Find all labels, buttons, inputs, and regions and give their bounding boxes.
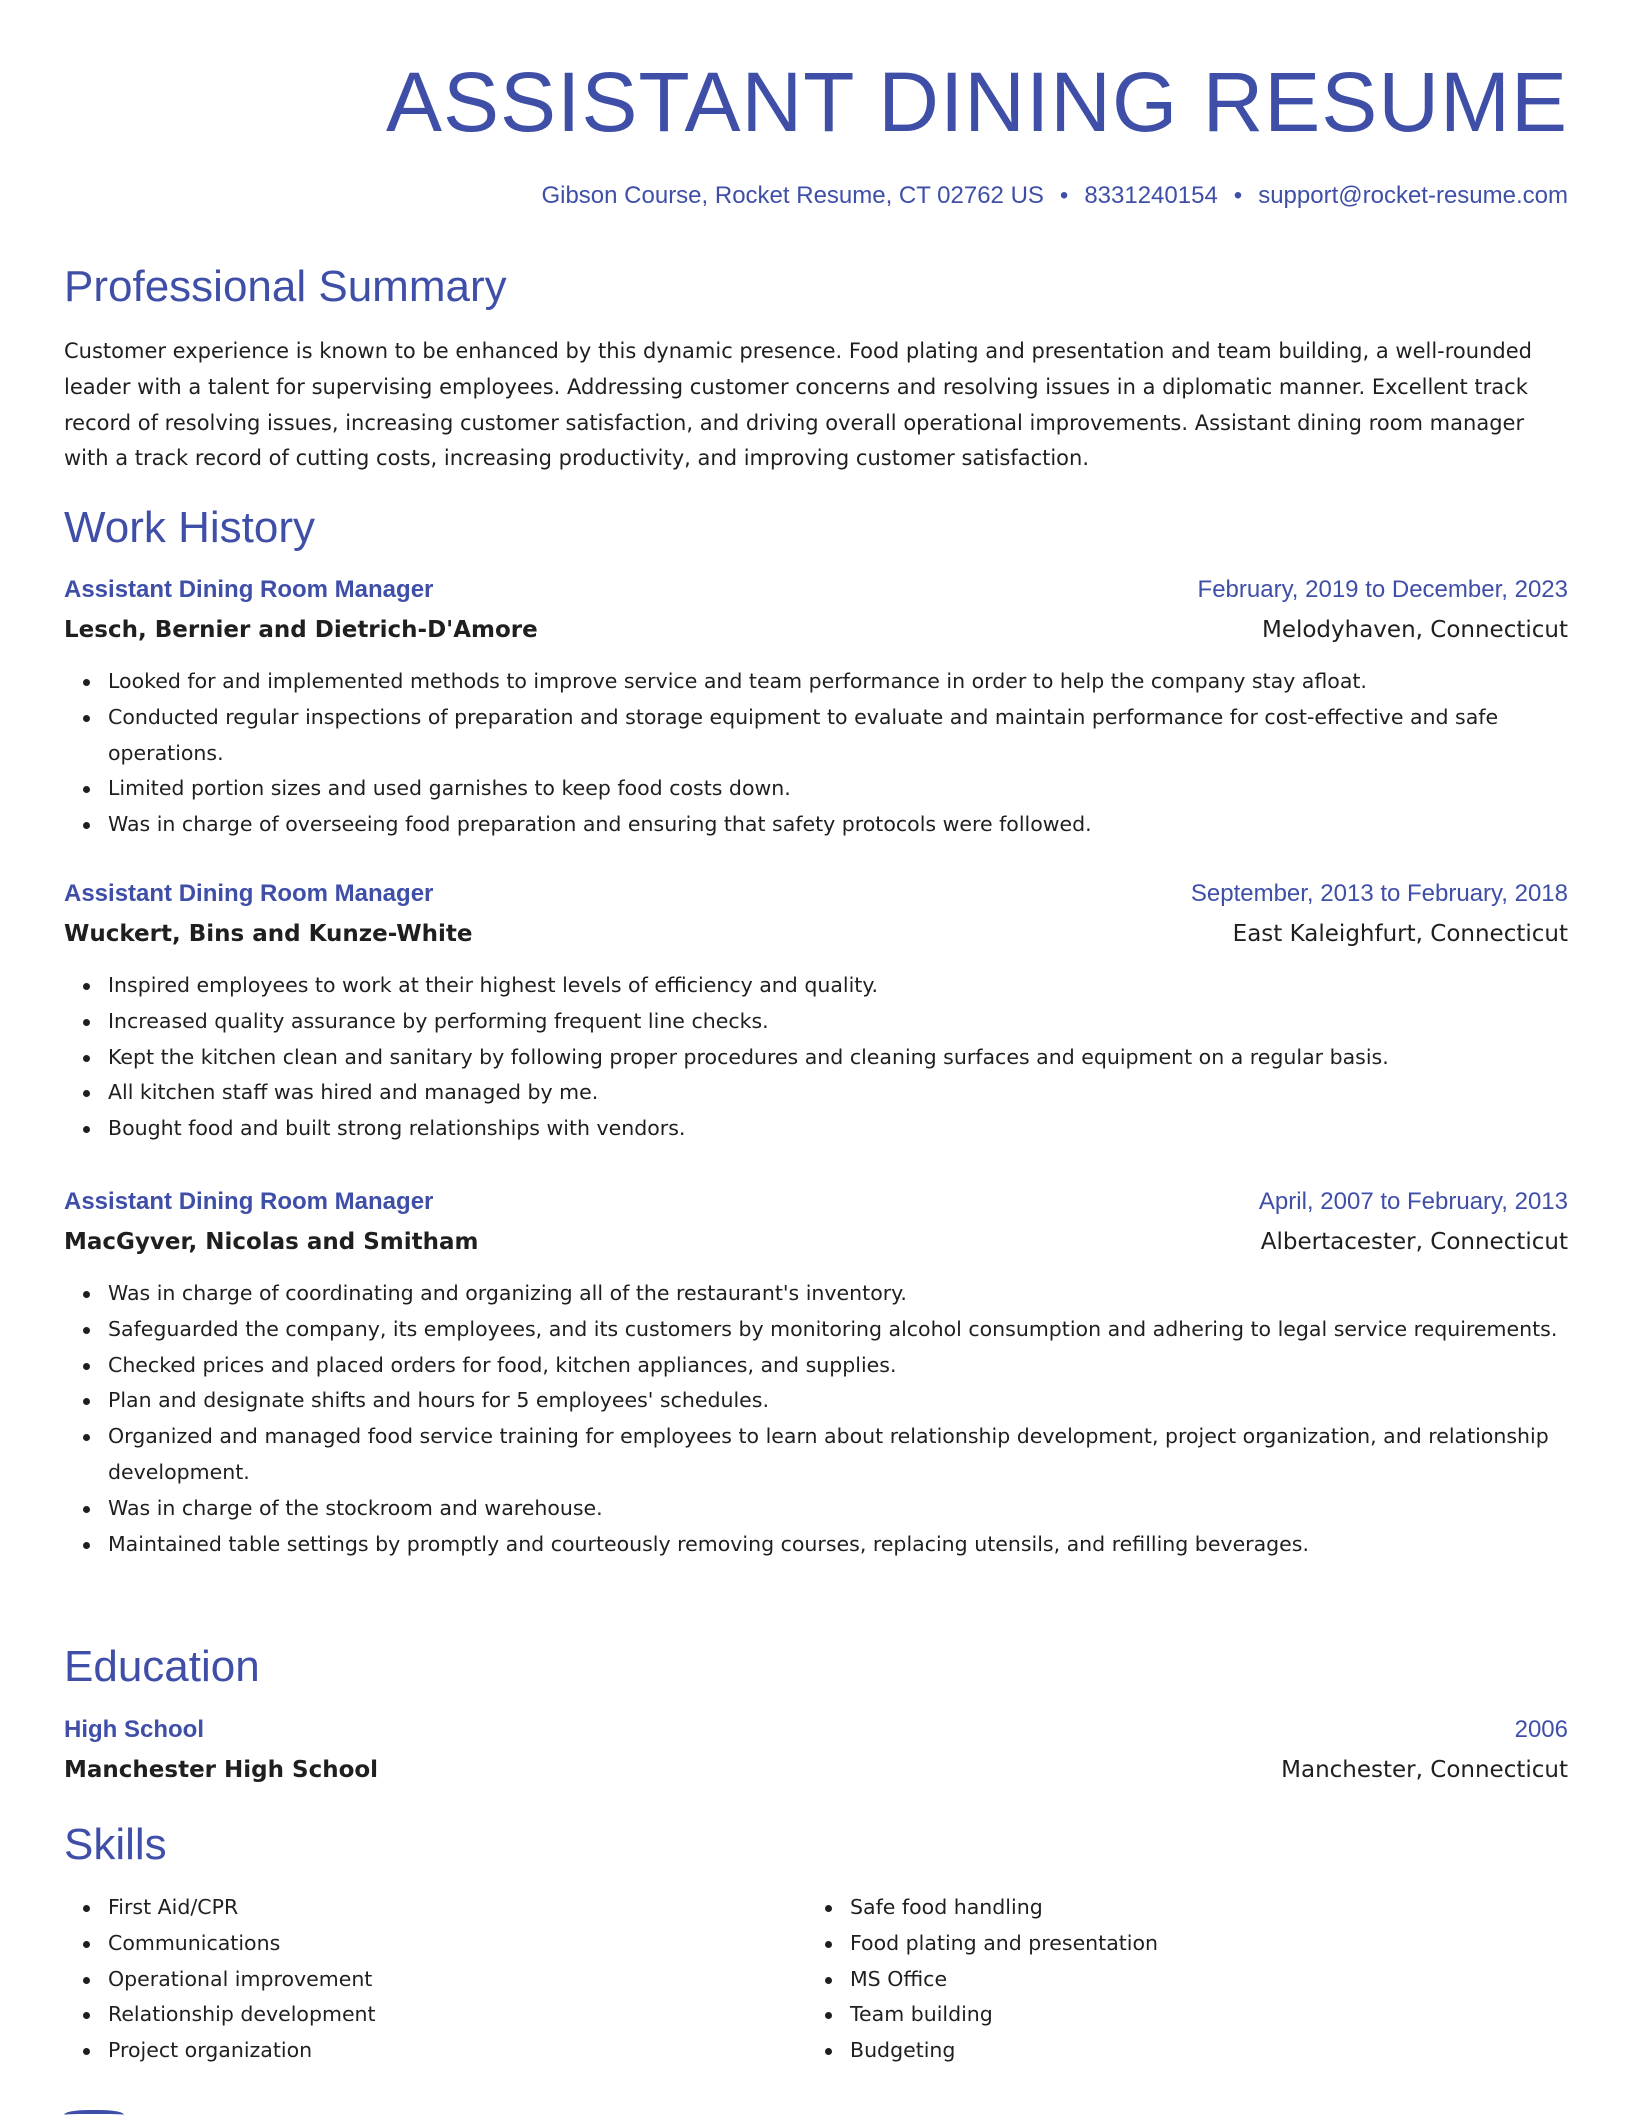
job-bullet: Plan and designate shifts and hours for 5 employees' schedules. [108, 1383, 1568, 1419]
education-school: Manchester High School [64, 1757, 379, 1783]
skill-item: Food plating and presentation [850, 1926, 1550, 1962]
job-location: Albertacester, Connecticut [1260, 1229, 1568, 1255]
job-entry [64, 572, 1568, 843]
resume-title: ASSISTANT DINING RESUME [385, 55, 1568, 149]
job-bullet: All kitchen staff was hired and managed by me. [108, 1075, 1568, 1111]
skills-column-left [64, 1890, 808, 2069]
next-section-heading-cutoff [64, 2088, 124, 2118]
job-bullet: Looked for and implemented methods to improve service and team performance in order to help the company stay afloat. [108, 664, 1568, 700]
skill-item: MS Office [850, 1962, 1550, 1998]
job-bullet: Organized and managed food service training for employees to learn about relationship development, project organization, and relationship development. [108, 1419, 1568, 1491]
job-header [64, 1184, 1568, 1224]
job-title: Assistant Dining Room Manager [64, 880, 434, 907]
skill-item: Budgeting [850, 2033, 1550, 2069]
summary-heading: Professional Summary [64, 262, 507, 311]
job-bullet: Checked prices and placed orders for food, kitchen appliances, and supplies. [108, 1348, 1568, 1384]
job-bullet: Kept the kitchen clean and sanitary by following proper procedures and cleaning surfaces and equipment on a regular basis. [108, 1040, 1568, 1076]
skill-item: Communications [108, 1926, 808, 1962]
contact-separator: • [1233, 182, 1243, 209]
skill-item: Project organization [108, 2033, 808, 2069]
job-title: Assistant Dining Room Manager [64, 1188, 434, 1215]
skill-item: Operational improvement [108, 1962, 808, 1998]
job-dates: February, 2019 to December, 2023 [1197, 576, 1568, 603]
skill-item: Safe food handling [850, 1890, 1550, 1926]
summary-text: Customer experience is known to be enhanced by this dynamic presence. Food plating and presentation and team building, a well-rounded leader with a talent for supervising employees. Addressing customer concerns and resolving issues in a diplomatic manner. Excellent track record of resolving issues, increasing customer satisfaction, and driving overall operational improvements. Assistant dining room manager with a track record of cutting costs, increasing productivity, and improving customer satisfaction. [64, 339, 1532, 471]
skills-heading: Skills [64, 1820, 167, 1869]
job-employer-row [64, 612, 1568, 652]
job-bullet: Limited portion sizes and used garnishes to keep food costs down. [108, 771, 1568, 807]
job-bullet: Was in charge of coordinating and organizing all of the restaurant's inventory. [108, 1276, 1568, 1312]
job-employer-row [64, 916, 1568, 956]
contact-email[interactable]: support@rocket-resume.com [1258, 182, 1568, 209]
job-bullet: Was in charge of the stockroom and warehouse. [108, 1491, 1568, 1527]
education-location: Manchester, Connecticut [1281, 1757, 1568, 1783]
education-year: 2006 [1514, 1716, 1568, 1743]
job-bullets [64, 968, 1568, 1147]
skill-item: First Aid/CPR [108, 1890, 808, 1926]
job-company: MacGyver, Nicolas and Smitham [64, 1229, 479, 1255]
job-title: Assistant Dining Room Manager [64, 576, 434, 603]
education-heading: Education [64, 1642, 260, 1691]
education-degree: High School [64, 1716, 204, 1743]
contact-phone: 8331240154 [1084, 182, 1218, 209]
education-school-row [64, 1752, 1568, 1792]
education-header [64, 1712, 1568, 1752]
skill-item: Team building [850, 1997, 1550, 2033]
job-bullets [64, 664, 1568, 843]
job-bullet: Bought food and built strong relationships with vendors. [108, 1111, 1568, 1147]
job-bullet: Safeguarded the company, its employees, and its customers by monitoring alcohol consumption and adhering to legal service requirements. [108, 1312, 1568, 1348]
skill-item: Relationship development [108, 1997, 808, 2033]
job-bullet: Was in charge of overseeing food preparation and ensuring that safety protocols were followed. [108, 807, 1568, 843]
job-bullet: Increased quality assurance by performing frequent line checks. [108, 1004, 1568, 1040]
job-employer-row [64, 1224, 1568, 1264]
job-dates: September, 2013 to February, 2018 [1190, 880, 1568, 907]
contact-separator: • [1059, 182, 1069, 209]
job-location: East Kaleighfurt, Connecticut [1232, 921, 1568, 947]
job-header [64, 876, 1568, 916]
job-company: Wuckert, Bins and Kunze-White [64, 921, 473, 947]
education-entry [64, 1712, 1568, 1792]
job-entry [64, 876, 1568, 1147]
contact-line [541, 180, 1568, 212]
job-location: Melodyhaven, Connecticut [1261, 617, 1568, 643]
job-company: Lesch, Bernier and Dietrich-D'Amore [64, 617, 538, 643]
work-history-heading: Work History [64, 503, 315, 552]
job-bullet: Conducted regular inspections of preparation and storage equipment to evaluate and maintain performance for cost-effective and safe operations. [108, 700, 1568, 772]
contact-address: Gibson Course, Rocket Resume, CT 02762 US [541, 182, 1044, 209]
job-bullets [64, 1276, 1568, 1562]
job-bullet: Maintained table settings by promptly and courteously removing courses, replacing utensils, and refilling beverages. [108, 1527, 1568, 1563]
job-entry [64, 1184, 1568, 1562]
job-header [64, 572, 1568, 612]
skills-column-right [806, 1890, 1550, 2069]
job-bullet: Inspired employees to work at their highest levels of efficiency and quality. [108, 968, 1568, 1004]
job-dates: April, 2007 to February, 2013 [1258, 1188, 1568, 1215]
